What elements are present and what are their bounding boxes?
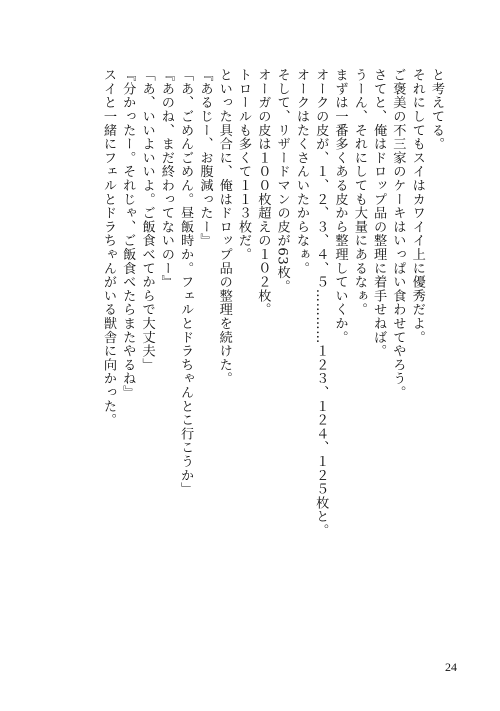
text-line: トロールも多くて１１３枚だ。 — [236, 68, 252, 262]
text-line: 『分かったー。それじゃ、ご飯食べたらまたやるね』 — [120, 68, 136, 400]
text-line: さてと、俺はドロップ品の整理に着手せねば。 — [371, 68, 387, 358]
text-line: そして、リザードマンの皮が63枚。 — [274, 68, 290, 293]
vertical-body-text — [99, 68, 446, 628]
text-line: それにしてもスイはカワイイ上に優秀だよ。 — [409, 68, 425, 344]
text-line: ご褒美の不三家のケーキはいっぱい食わせてやろう。 — [390, 68, 406, 400]
text-line: オーガの皮は１００枚超えの１０２枚。 — [255, 68, 271, 317]
text-line: 『あるじー、お腹減ったー』 — [197, 68, 213, 248]
page-number: 24 — [445, 660, 457, 674]
text-line: スイと一緒にフェルとドラちゃんがいる獣舎に向かった。 — [100, 68, 116, 427]
text-line: オークはたくさんいたからなぁ。 — [293, 68, 309, 275]
text-line: 「あ、ごめんごめん。昼飯時か。フェルとドラちゃんとこ行こうか」 — [178, 68, 194, 496]
text-line: 「あ、いいよいいよ。ご飯食べてからで大丈夫」 — [139, 68, 155, 372]
text-line: まずは一番多くある皮から整理していくか。 — [332, 68, 348, 344]
text-line: といった具合に、俺はドロップ品の整理を続けた。 — [216, 68, 232, 386]
text-line: 『あのね、まだ終わってないのー』 — [158, 68, 174, 289]
text-line: と考えてる。 — [429, 68, 444, 151]
text-line: うーん、それにしても大量にあるなぁ。 — [351, 68, 367, 317]
text-line: オークの皮が、１、２、３、４、５…………１２３、１２４、１２５枚と。 — [313, 68, 329, 538]
